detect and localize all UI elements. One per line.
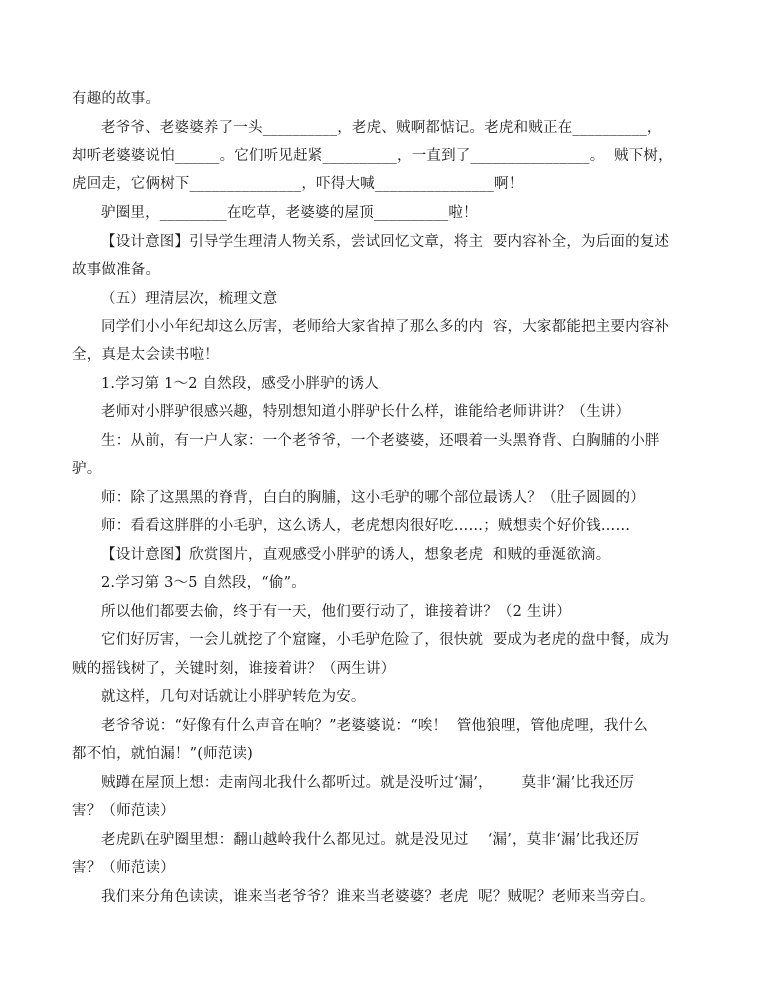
text-line: 同学们小小年纪却这么厉害，老师给大家省掉了那么多的内 容，大家都能把主要内容补 [101,319,670,335]
text-line: 所以他们都要去偷，终于有一天，他们要行动了，谁接着讲？（2 生讲） [101,604,571,620]
design-intent-line: 【设计意图】欣赏图片，直观感受小胖驴的诱人，想象老虎 和贼的垂涎欲滴。 [101,547,611,563]
text-line: 贼蹲在屋顶上想：走南闯北我什么都听过。就是没听过‘漏’， 莫非‘漏’比我还厉 [101,775,635,791]
text-line: 它们好厉害，一会儿就挖了个窟窿，小毛驴危险了，很快就 要成为老虎的盘中餐，成为 [101,632,670,648]
text-line: 师：除了这黑黑的脊背，白白的胸脯，这小毛驴的哪个部位最诱人？（肚子圆圆的） [101,490,645,506]
fill-blank-line: 却听老婆婆说怕______。它们听见赶紧__________，一直到了________________。 贼下树， [72,148,673,164]
design-intent-line: 【设计意图】引导学生理清人物关系，尝试回忆文章，将主 要内容补全，为后面的复述 [101,234,670,250]
text-line: 故事做准备。 [72,262,161,278]
text-line: 就这样，几句对话就让小胖驴转危为安。 [101,689,366,705]
text-line: 我们来分角色读读，谁来当老爷爷？谁来当老婆婆？老虎 呢？贼呢？老师来当旁白。 [101,889,655,905]
text-line: 都不怕，就怕漏！”(师范读) [72,746,254,762]
text-line: 老虎趴在驴圈里想：翻山越岭我什么都见过。就是没见过 ‘漏’，莫非‘漏’比我还厉 [101,832,640,848]
text-line: 生：从前，有一户人家：一个老爷爷，一个老婆婆，还喂着一头黑脊背、白胸脯的小胖 [101,433,660,449]
fill-blank-line: 虎回走，它俩树下_______________，吓得大喊________________啊！ [72,176,524,192]
text-line: 害？（师范读） [72,803,175,819]
section-heading: （五）理清层次，梳理文意 [101,291,278,307]
text-line: 驴。 [72,461,102,477]
text-line: 贼的摇钱树了，关键时刻，谁接着讲？（两生讲） [72,661,396,677]
fill-blank-line: 老爷爷、老婆婆养了一头__________，老虎、贼啊都惦记。老虎和贼正在__________， [101,120,662,136]
text-line: 老师对小胖驴很感兴趣，特别想知道小胖驴长什么样，谁能给老师讲讲？（生讲） [101,404,631,420]
fill-blank-line: 驴圈里，_________在吃草，老婆婆的屋顶__________啦！ [101,205,478,221]
text-line: 师：看看这胖胖的小毛驴，这么诱人，老虎想肉很好吃……；贼想卖个好价钱…… [101,518,631,534]
text-line: 有趣的故事。 [72,91,161,107]
subsection-heading: 2.学习第 3～5 自然段，“偷”。 [101,575,306,591]
text-line: 老爷爷说：“好像有什么声音在响？”老婆婆说：“唉！ 管他狼哩，管他虎哩，我什么 [101,718,648,734]
subsection-heading: 1.学习第 1～2 自然段，感受小胖驴的诱人 [101,376,379,392]
text-line: 害？（师范读） [72,860,175,876]
text-line: 全，真是太会读书啦！ [72,347,219,363]
